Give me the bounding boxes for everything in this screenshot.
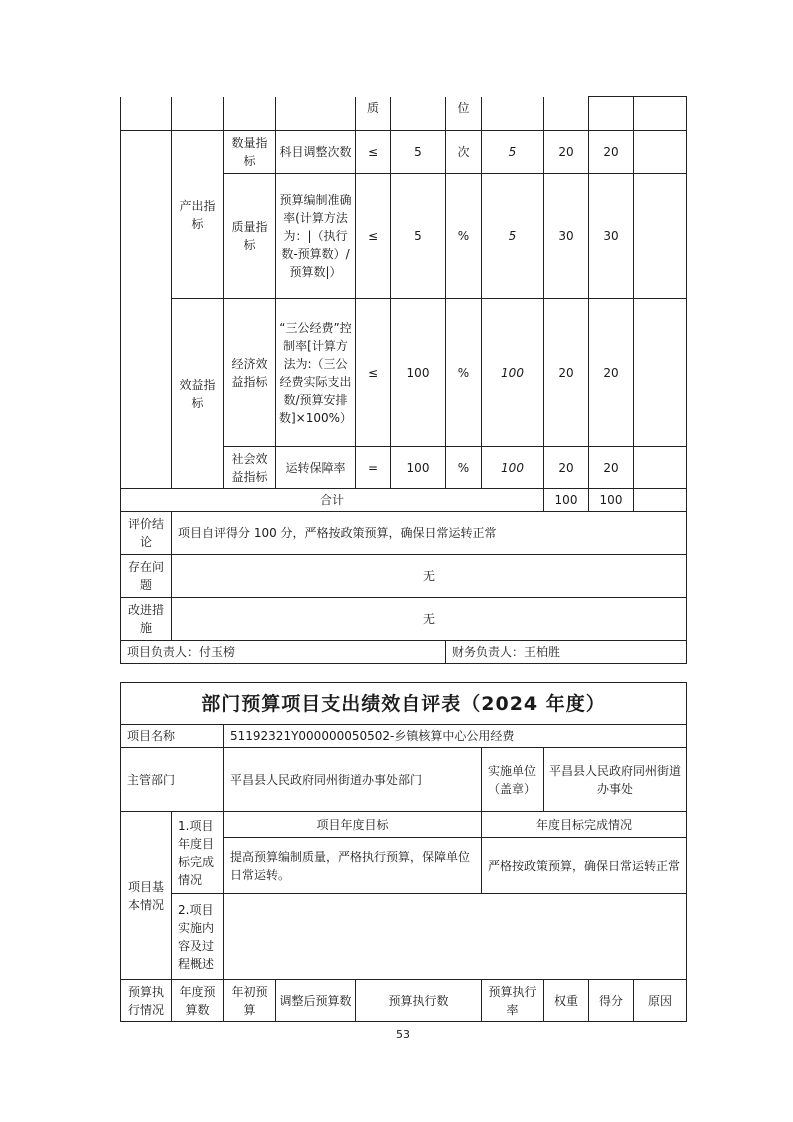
actual-value: 100 — [482, 447, 544, 489]
conclusion-row — [121, 512, 687, 555]
exec-header: 年初预算 — [224, 980, 276, 1022]
operator: = — [356, 447, 391, 489]
project-lead: 项目负责人：付玉榜 — [121, 641, 446, 664]
finance-lead: 财务负责人：王柏胜 — [446, 641, 687, 664]
exec-header: 预算执行情况 — [121, 980, 172, 1022]
unit: % — [446, 174, 482, 299]
indicator-name: 科目调整次数 — [276, 131, 356, 174]
actual-value: 100 — [482, 299, 544, 447]
empty-cell — [276, 97, 356, 131]
goal-header: 项目年度目标 — [224, 812, 482, 838]
total-weight: 100 — [544, 489, 589, 512]
goal-done-header: 年度目标完成情况 — [482, 812, 687, 838]
target-value: 5 — [391, 131, 446, 174]
basic-info-label: 项目基本情况 — [121, 812, 172, 980]
sub-category: 经济效益指标 — [224, 299, 276, 447]
empty-cell — [391, 97, 446, 131]
project-name-row — [121, 725, 687, 748]
table-row — [121, 131, 687, 174]
dept-label: 主管部门 — [121, 748, 224, 812]
total-label: 合计 — [121, 489, 544, 512]
total-score: 100 — [589, 489, 634, 512]
problems-value: 无 — [172, 555, 687, 598]
goal-value: 提高预算编制质量，严格执行预算，保障单位日常运转。 — [224, 838, 482, 894]
actual-value: 5 — [482, 174, 544, 299]
score: 30 — [589, 174, 634, 299]
score: 20 — [589, 131, 634, 174]
impl-desc-value — [224, 894, 687, 980]
performance-indicator-table — [120, 96, 687, 664]
problems-row — [121, 555, 687, 598]
improvements-row — [121, 598, 687, 641]
exec-header: 权重 — [544, 980, 589, 1022]
score: 20 — [589, 299, 634, 447]
impl-desc-label: 2.项目实施内容及过程概述 — [172, 894, 224, 980]
total-row — [121, 489, 687, 512]
reason — [634, 447, 687, 489]
target-value: 100 — [391, 447, 446, 489]
form-title: 部门预算项目支出绩效自评表（2024 年度） — [121, 683, 687, 725]
exec-header: 原因 — [634, 980, 687, 1022]
target-value: 100 — [391, 299, 446, 447]
exec-header-row — [121, 980, 687, 1022]
category-output: 产出指标 — [172, 131, 224, 299]
table-row — [121, 299, 687, 447]
exec-header: 年度预算数 — [172, 980, 224, 1022]
first-level-column — [121, 131, 172, 489]
empty-cell — [544, 97, 589, 131]
project-name: 51192321Y000000050502-乡镇核算中心公用经费 — [224, 725, 687, 748]
weight: 20 — [544, 447, 589, 489]
title-row — [121, 683, 687, 725]
empty-cell — [482, 97, 544, 131]
empty-cell — [172, 97, 224, 131]
impl-desc-row — [121, 894, 687, 980]
exec-header: 得分 — [589, 980, 634, 1022]
exec-header: 调整后预算数 — [276, 980, 356, 1022]
sub-category: 社会效益指标 — [224, 447, 276, 489]
department-row — [121, 748, 687, 812]
empty-cell — [224, 97, 276, 131]
goal-label: 1.项目年度目标完成情况 — [172, 812, 224, 894]
unit: 次 — [446, 131, 482, 174]
reason — [634, 131, 687, 174]
indicator-name: 运转保障率 — [276, 447, 356, 489]
target-value: 5 — [391, 174, 446, 299]
problems-label: 存在问题 — [121, 555, 172, 598]
impl-unit-value: 平昌县人民政府同州街道办事处 — [544, 748, 687, 812]
header-fragment-row — [121, 97, 687, 131]
conclusion-label: 评价结论 — [121, 512, 172, 555]
score: 20 — [589, 447, 634, 489]
unit: % — [446, 447, 482, 489]
page-number: 53 — [396, 1028, 410, 1041]
empty-cell — [121, 97, 172, 131]
empty-cell — [634, 97, 687, 131]
empty-cell — [634, 489, 687, 512]
header-fragment-quality: 质 — [356, 97, 391, 131]
unit: % — [446, 299, 482, 447]
self-evaluation-form — [120, 682, 687, 1022]
goal-done-value: 严格按政策预算，确保日常运转正常 — [482, 838, 687, 894]
conclusion-value: 项目自评得分 100 分，严格按政策预算，确保日常运转正常 — [172, 512, 687, 555]
dept-value: 平昌县人民政府同州街道办事处部门 — [224, 748, 482, 812]
indicator-name: 预算编制准确率(计算方法为：|（执行数-预算数）/预算数|） — [276, 174, 356, 299]
actual-value: 5 — [482, 131, 544, 174]
sub-category: 数量指标 — [224, 131, 276, 174]
weight: 20 — [544, 131, 589, 174]
weight: 30 — [544, 174, 589, 299]
project-name-label: 项目名称 — [121, 725, 224, 748]
operator: ≤ — [356, 131, 391, 174]
improvements-value: 无 — [172, 598, 687, 641]
goal-header-row — [121, 812, 687, 838]
exec-header: 预算执行数 — [356, 980, 482, 1022]
reason — [634, 299, 687, 447]
impl-unit-label: 实施单位（盖章） — [482, 748, 544, 812]
indicator-name: “三公经费”控制率[计算方法为:（三公经费实际支出数/预算安排数]×100%） — [276, 299, 356, 447]
empty-cell — [589, 97, 634, 131]
operator: ≤ — [356, 299, 391, 447]
reason — [634, 174, 687, 299]
signature-row — [121, 641, 687, 664]
sub-category: 质量指标 — [224, 174, 276, 299]
improvements-label: 改进措施 — [121, 598, 172, 641]
weight: 20 — [544, 299, 589, 447]
page-content — [120, 0, 686, 1041]
header-fragment-unit: 位 — [446, 97, 482, 131]
category-benefit: 效益指标 — [172, 299, 224, 489]
operator: ≤ — [356, 174, 391, 299]
exec-header: 预算执行率 — [482, 980, 544, 1022]
